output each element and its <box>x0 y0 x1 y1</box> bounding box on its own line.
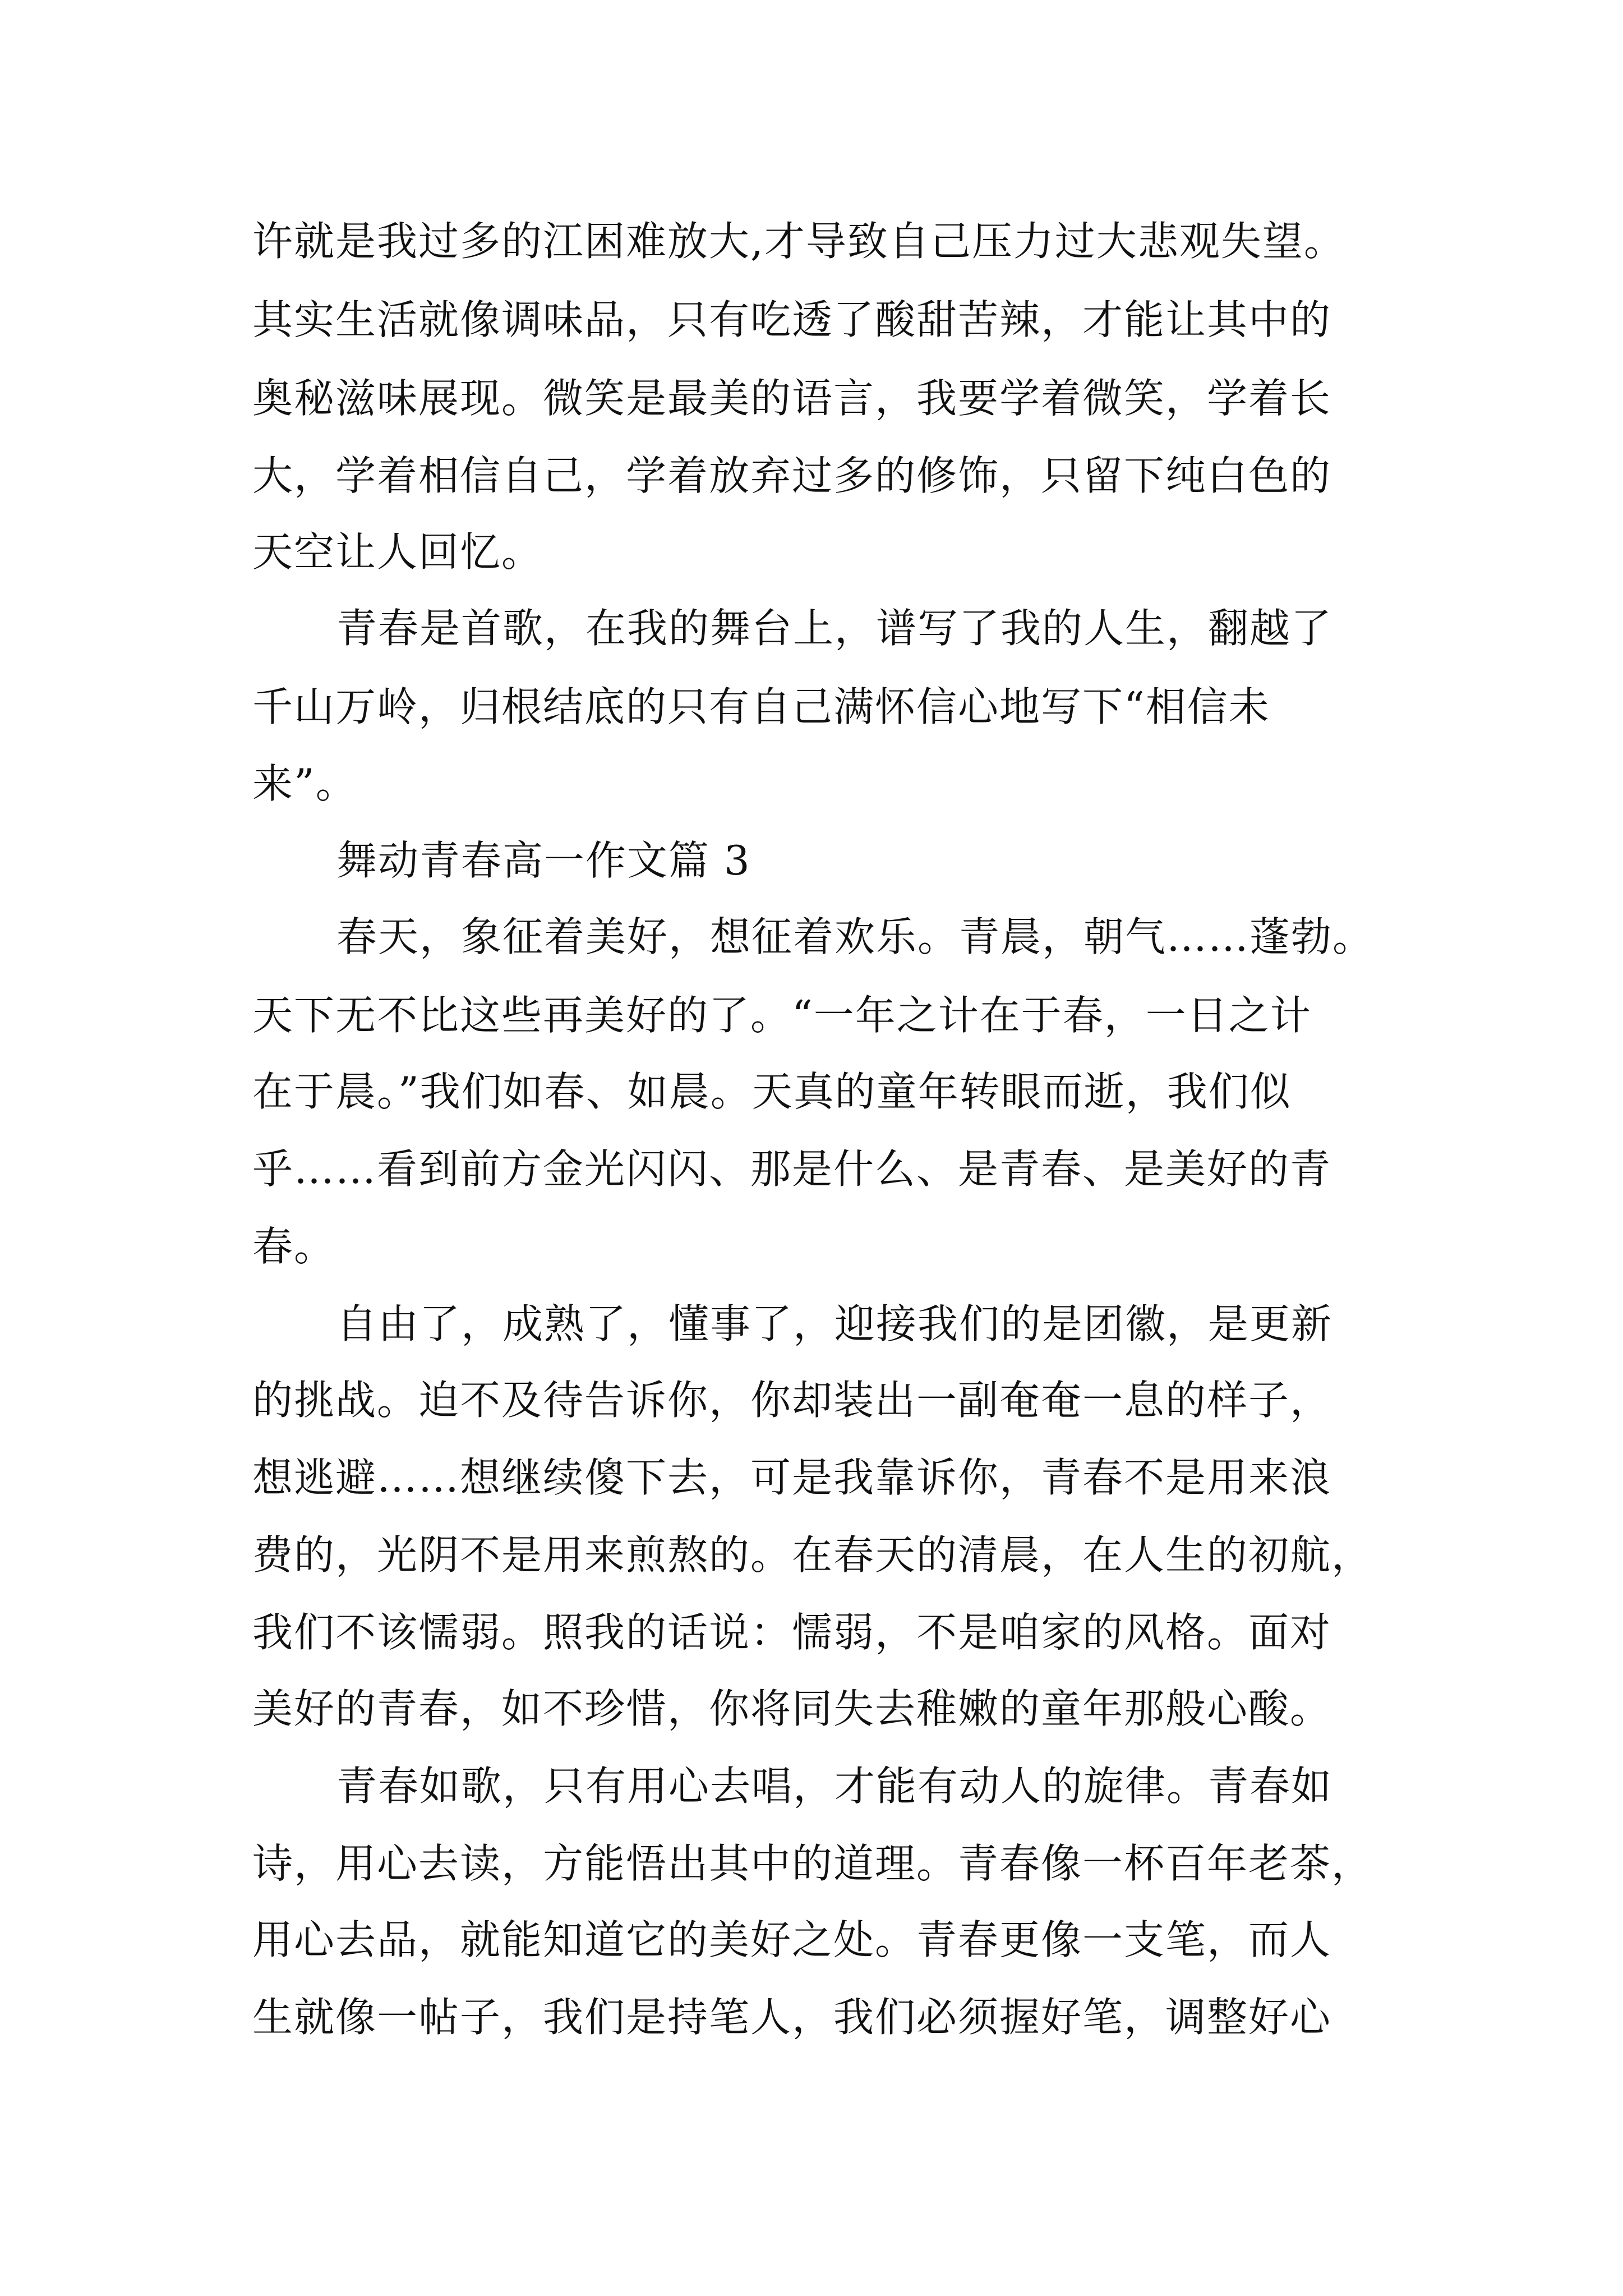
text-line: 大，学着相信自己，学着放弃过多的修饰，只留下纯白色的 <box>252 452 1332 499</box>
text-line: 青春如歌，只有用心去唱，才能有动人的旋律。青春如 <box>336 1763 1333 1810</box>
text-line: 费的，光阴不是用来煎熬的。在春天的清晨，在人生的初航， <box>252 1531 1373 1579</box>
text-line: 生就像一帖子，我们是持笔人，我们必须握好笔，调整好心 <box>252 1994 1332 2041</box>
text-line: 我们不该懦弱。照我的话说：懦弱，不是咱家的风格。面对 <box>252 1609 1332 1656</box>
text-line: 天空让人回忆。 <box>252 528 543 576</box>
text-line: 春。 <box>252 1223 336 1270</box>
text-line: 乎……看到前方金光闪闪、那是什么、是青春、是美好的青 <box>252 1145 1332 1193</box>
section-heading: 舞动青春高一作文篇 3 <box>336 837 751 884</box>
text-line: 的挑战。迫不及待告诉你，你却装出一副奄奄一息的样子， <box>252 1377 1332 1424</box>
text-line: 千山万岭，归根结底的只有自己满怀信心地写下“相信未 <box>252 683 1270 730</box>
text-line: 用心去品，就能知道它的美好之处。青春更像一支笔，而人 <box>252 1916 1332 1963</box>
text-line: 其实生活就像调味品，只有吃透了酸甜苦辣，才能让其中的 <box>252 296 1332 343</box>
text-line: 来”。 <box>252 760 357 807</box>
text-line: 自由了，成熟了，懂事了，迎接我们的是团徽，是更新 <box>336 1300 1333 1347</box>
text-line: 青春是首歌，在我的舞台上，谱写了我的人生，翻越了 <box>336 605 1333 652</box>
text-line: 在于晨。”我们如春、如晨。天真的童年转眼而逝，我们似 <box>252 1068 1292 1115</box>
text-line: 想逃避……想继续傻下去，可是我靠诉你，青春不是用来浪 <box>252 1454 1332 1501</box>
text-line: 许就是我过多的江困难放大,才导致自己压力过大悲观失望。 <box>252 218 1345 265</box>
text-line: 天下无不比这些再美好的了。“一年之计在于春，一日之计 <box>252 992 1312 1039</box>
text-line: 奥秘滋味展现。微笑是最美的语言，我要学着微笑，学着长 <box>252 375 1332 422</box>
text-line: 春天，象征着美好，想征着欢乐。青晨，朝气……蓬勃。 <box>336 913 1375 960</box>
text-line: 诗，用心去读，方能悟出其中的道理。青春像一杯百年老茶， <box>252 1840 1373 1887</box>
text-line: 美好的青春，如不珍惜，你将同失去稚嫩的童年那般心酸。 <box>252 1685 1332 1732</box>
